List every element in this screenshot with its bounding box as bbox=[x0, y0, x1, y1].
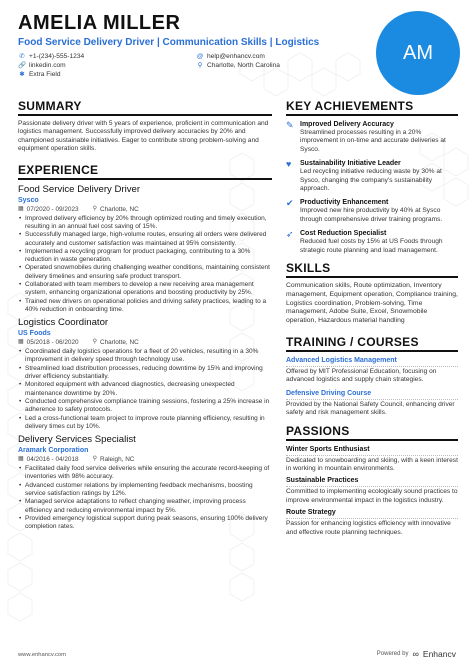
training-heading: TRAINING / COURSES bbox=[286, 335, 458, 352]
job-bullet: • Facilitated daily food service deliveries while ensuring the accurate record-keeping of inventories with 98% accuracy. bbox=[18, 465, 272, 482]
job-bullet: • Advanced customer relations by implementing feedback mechanisms, boosting service satisfaction ratings by 12%. bbox=[18, 482, 272, 499]
training-section bbox=[286, 335, 458, 418]
achievement-item bbox=[286, 159, 458, 193]
at-sign-icon: @ bbox=[196, 53, 204, 60]
job-title: Delivery Services Specialist bbox=[18, 434, 136, 446]
job-meta bbox=[18, 455, 272, 464]
job-company: Sysco bbox=[18, 196, 39, 204]
job-title: Logistics Coordinator bbox=[18, 317, 109, 329]
achievements-heading: KEY ACHIEVEMENTS bbox=[286, 99, 458, 116]
calendar-icon: ▦ bbox=[18, 205, 24, 212]
avatar bbox=[376, 11, 460, 95]
enhancv-logo-icon: ∞ bbox=[412, 649, 419, 659]
job-entry bbox=[18, 317, 272, 431]
contact-location bbox=[196, 61, 280, 70]
job-bullets bbox=[18, 348, 272, 431]
achievement-desc: Reduced fuel costs by 15% at US Foods through strategic route planning and load management. bbox=[300, 238, 443, 254]
calendar-icon: ▦ bbox=[18, 339, 24, 346]
location-text: Charlotte, North Carolina bbox=[207, 62, 280, 69]
skills-text: Communication skills, Route optimization, Inventory management, Equipment operation, Compliance training, Logistics coordination, Problem-solving, Time management, Adobe Suite, Excel, Snowmobile operation, Hazardous material handling bbox=[286, 282, 458, 325]
location-pin-icon: ⚲ bbox=[92, 456, 97, 463]
course-desc: Offered by MIT Professional Education, focusing on advanced logistics and supply chain strategies. bbox=[286, 368, 437, 384]
achievement-item bbox=[286, 198, 458, 224]
course-desc: Provided by the National Safety Council, enhancing driver safety and risk management skills. bbox=[286, 400, 455, 417]
candidate-name: AMELIA MILLER bbox=[18, 12, 181, 34]
course-title: Advanced Logistics Management bbox=[286, 356, 458, 367]
contact-email bbox=[196, 52, 265, 61]
job-dates: 05/2018 - 06/2020 bbox=[26, 339, 79, 347]
job-bullets bbox=[18, 215, 272, 315]
brand-name: Enhancv bbox=[422, 649, 456, 659]
passions-heading: PASSIONS bbox=[286, 424, 458, 441]
achievement-title: Improved Delivery Accuracy bbox=[300, 121, 394, 128]
skills-section bbox=[286, 261, 458, 326]
passion-title: Sustainable Practices bbox=[286, 476, 458, 487]
candidate-headline: Food Service Delivery Driver | Communication Skills | Logistics bbox=[18, 37, 320, 48]
phone-text: +1-(234)-555-1234 bbox=[29, 53, 85, 60]
achievement-title: Sustainability Initiative Leader bbox=[300, 160, 401, 168]
extra-field-text: Extra Field bbox=[29, 71, 61, 78]
linkedin-text: linkedin.com bbox=[29, 62, 66, 69]
job-bullets bbox=[18, 465, 272, 531]
right-column bbox=[286, 99, 458, 540]
wrench-icon: ✎ bbox=[286, 120, 294, 130]
location-pin-icon: ⚲ bbox=[92, 205, 97, 212]
experience-heading: EXPERIENCE bbox=[18, 163, 272, 180]
achievement-desc: Streamlined processes resulting in a 20% improvement in on-time and accurate deliveries at Sysco. bbox=[300, 129, 446, 153]
phone-icon: ✆ bbox=[19, 53, 25, 60]
job-bullet: • Coordinated daily logistics operations for a fleet of 20 vehicles, resulting in a 30% improvement in delivery speed through technology use. bbox=[18, 348, 272, 365]
achievement-item bbox=[286, 120, 458, 154]
location-pin-icon: ⚲ bbox=[197, 62, 203, 69]
job-bullet: • Implemented a recycling program for product packaging, contributing to a 30% reduction in waste generation. bbox=[18, 248, 272, 265]
job-bullet: • Streamlined load distribution processes, reducing downtime by 15% and improving driver efficiency substantially. bbox=[18, 365, 272, 382]
job-entry bbox=[18, 434, 272, 531]
rocket-icon: ➶ bbox=[286, 229, 294, 240]
experience-section bbox=[18, 163, 272, 532]
contact-linkedin bbox=[18, 61, 66, 70]
achievements-section bbox=[286, 99, 458, 255]
course-title: Defensive Driving Course bbox=[286, 389, 458, 400]
job-bullet: • Successfully managed large, high-volume routes, ensuring all orders were delivered accurately and customer satisfaction was maintained at 95% consistently. bbox=[18, 231, 272, 248]
job-location: Charlotte, NC bbox=[99, 339, 139, 347]
check-icon: ✔ bbox=[286, 198, 294, 209]
passions-section bbox=[286, 424, 458, 537]
passion-desc: Passion for enhancing logistics efficiency with innovative and effective route planning techniques. bbox=[286, 520, 451, 536]
achievement-title: Productivity Enhancement bbox=[300, 199, 389, 207]
job-company: Aramark Corporation bbox=[18, 447, 89, 455]
achievement-title: Cost Reduction Specialist bbox=[300, 230, 387, 238]
job-bullet: • Monitored equipment with advanced diagnostics, decreasing unexpected maintenance downtime by 20%. bbox=[18, 381, 272, 398]
email-text: help@enhancv.com bbox=[207, 53, 265, 60]
link-icon: 🔗 bbox=[17, 62, 27, 69]
location-pin-icon: ⚲ bbox=[92, 339, 97, 346]
avatar-initials: AM bbox=[403, 41, 433, 64]
contact-extra bbox=[18, 70, 61, 79]
skills-heading: SKILLS bbox=[286, 261, 458, 278]
left-column bbox=[18, 99, 272, 532]
job-bullet: • Led a cross-functional team project to improve route planning efficiency, resulting in delivery times cut by 10%. bbox=[18, 415, 272, 432]
summary-section bbox=[18, 99, 272, 154]
resume-header bbox=[18, 12, 378, 49]
job-entry bbox=[18, 184, 272, 315]
summary-text: Passionate delivery driver with 5 years of experience, proficient in communication and logistics management. Successfully improved delivery accuracies by 20% and championed sustainable initiatives. Eager to contribute strong problem-solving and equipment operation skills. bbox=[18, 120, 269, 153]
job-bullet: • Trained new drivers on operational policies and driving safety practices, leading to a 40% reduction in onboarding time. bbox=[18, 298, 272, 315]
job-company: US Foods bbox=[18, 330, 51, 338]
calendar-icon: ▦ bbox=[18, 456, 24, 463]
star-icon: ✱ bbox=[19, 71, 25, 78]
job-bullet: • Provided emergency logistical support during peak seasons, ensuring 100% delivery completion rates. bbox=[18, 515, 272, 532]
job-dates: 07/2020 - 09/2023 bbox=[26, 205, 79, 213]
heart-icon: ♥ bbox=[286, 159, 292, 170]
passion-title: Route Strategy bbox=[286, 508, 458, 519]
contact-phone bbox=[18, 52, 84, 61]
summary-heading: SUMMARY bbox=[18, 99, 272, 116]
achievement-desc: Led recycling initiative reducing waste by 30% at Sysco, changing the company's sustainability approach. bbox=[300, 168, 442, 193]
job-title: Food Service Delivery Driver bbox=[18, 183, 141, 195]
job-bullet: • Improved delivery efficiency by 20% through optimized routing and timely execution, resulting in an annual fuel cost saving of 15%. bbox=[18, 215, 272, 232]
job-bullet: • Conducted comprehensive compliance training sessions, fostering a 25% increase in adherence to safety protocols. bbox=[18, 398, 272, 415]
footer-url[interactable]: www.enhancv.com bbox=[18, 652, 66, 658]
achievement-item bbox=[286, 229, 458, 255]
powered-by-text: Powered by bbox=[376, 651, 409, 657]
job-dates: 04/2016 - 04/2018 bbox=[26, 456, 79, 464]
job-bullet: • Managed service adaptations to reflect changing weather, improving process efficiency and reducing environmental impact by 5%. bbox=[18, 498, 272, 515]
achievement-desc: Improved new hire productivity by 40% at Sysco through comprehensive driver training programs. bbox=[300, 207, 443, 223]
passion-desc: Committed to implementing ecologically sound practices to improve environmental impact in the logistics industry. bbox=[286, 488, 458, 504]
job-bullet: • Operated snowmobiles during challenging weather conditions, maintaining consistent delivery timelines and ensuring safe product transport. bbox=[18, 264, 272, 281]
job-location: Raleigh, NC bbox=[99, 456, 135, 464]
passion-desc: Dedicated to snowboarding and skiing, with a keen interest in working in mountain environments. bbox=[286, 456, 458, 473]
job-location: Charlotte, NC bbox=[99, 205, 139, 213]
footer-branding bbox=[377, 649, 456, 659]
passion-title: Winter Sports Enthusiast bbox=[286, 445, 458, 456]
job-meta bbox=[18, 205, 272, 214]
job-bullet: • Collaborated with team members to develop a new receiving area management system, enhancing organizational operations and boosting productivity by 25%. bbox=[18, 281, 272, 298]
job-meta bbox=[18, 338, 272, 347]
